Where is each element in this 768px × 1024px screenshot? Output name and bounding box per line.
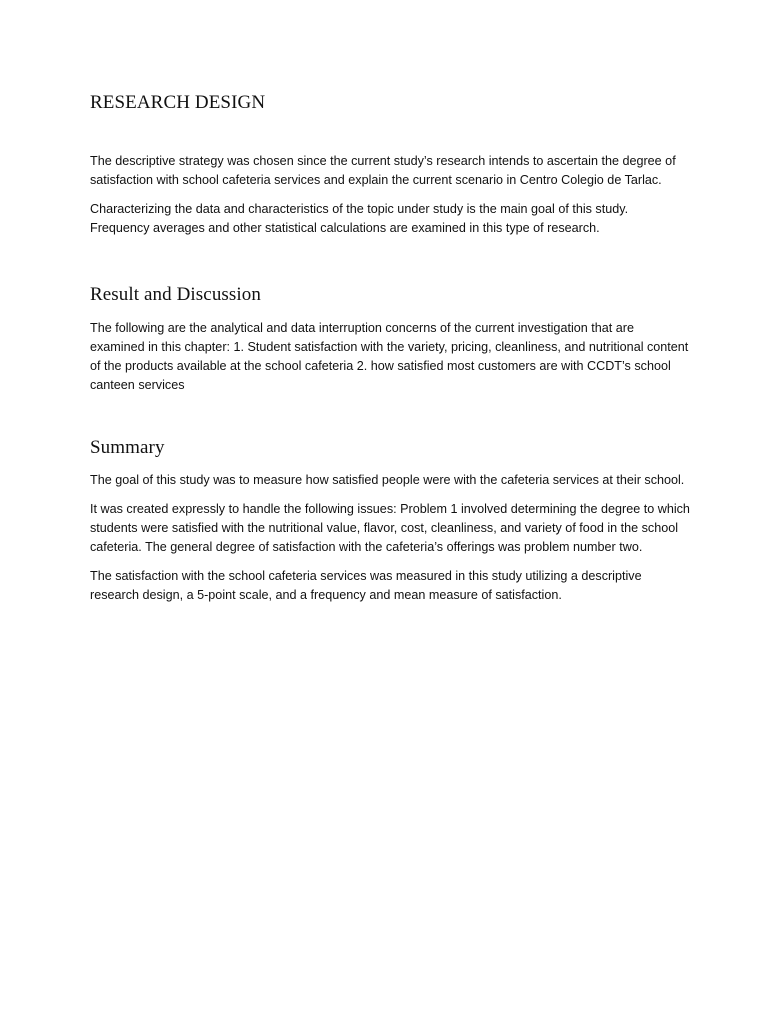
section-heading-research-design: RESEARCH DESIGN [90, 92, 266, 113]
document-body [90, 92, 690, 605]
research-design-paragraph: Characterizing the data and characteristics of the topic under study is the main goal of this study. Frequency averages and other statistical calculations are examined in this type of research. [90, 202, 629, 235]
summary-paragraph: It was created expressly to handle the following issues: Problem 1 involved determining the degree to which students were satisfied with the nutritional value, flavor, cost, cleanliness, and variety of food in the school cafeteria. The general degree of satisfaction with the cafeteria’s offerings was problem number two. [90, 502, 690, 554]
section-heading-summary: Summary [90, 437, 165, 458]
result-discussion-paragraph: The following are the analytical and data interruption concerns of the current investigation that are examined in this chapter: 1. Student satisfaction with the variety, pricing, cleanliness, and nutritional content of the products available at the school cafeteria 2. how satisfied most customers are with CCDT’s school canteen services [90, 321, 689, 392]
section-heading-result-and-discussion: Result and Discussion [90, 284, 261, 305]
research-design-paragraph: The descriptive strategy was chosen since the current study’s research intends to ascertain the degree of satisfaction with school cafeteria services and explain the current scenario in Centro Colegio de Tarlac. [90, 154, 676, 187]
summary-paragraph: The satisfaction with the school cafeteria services was measured in this study utilizing a descriptive research design, a 5-point scale, and a frequency and mean measure of satisfaction. [90, 569, 642, 602]
summary-paragraph: The goal of this study was to measure how satisfied people were with the cafeteria services at their school. [90, 473, 685, 487]
